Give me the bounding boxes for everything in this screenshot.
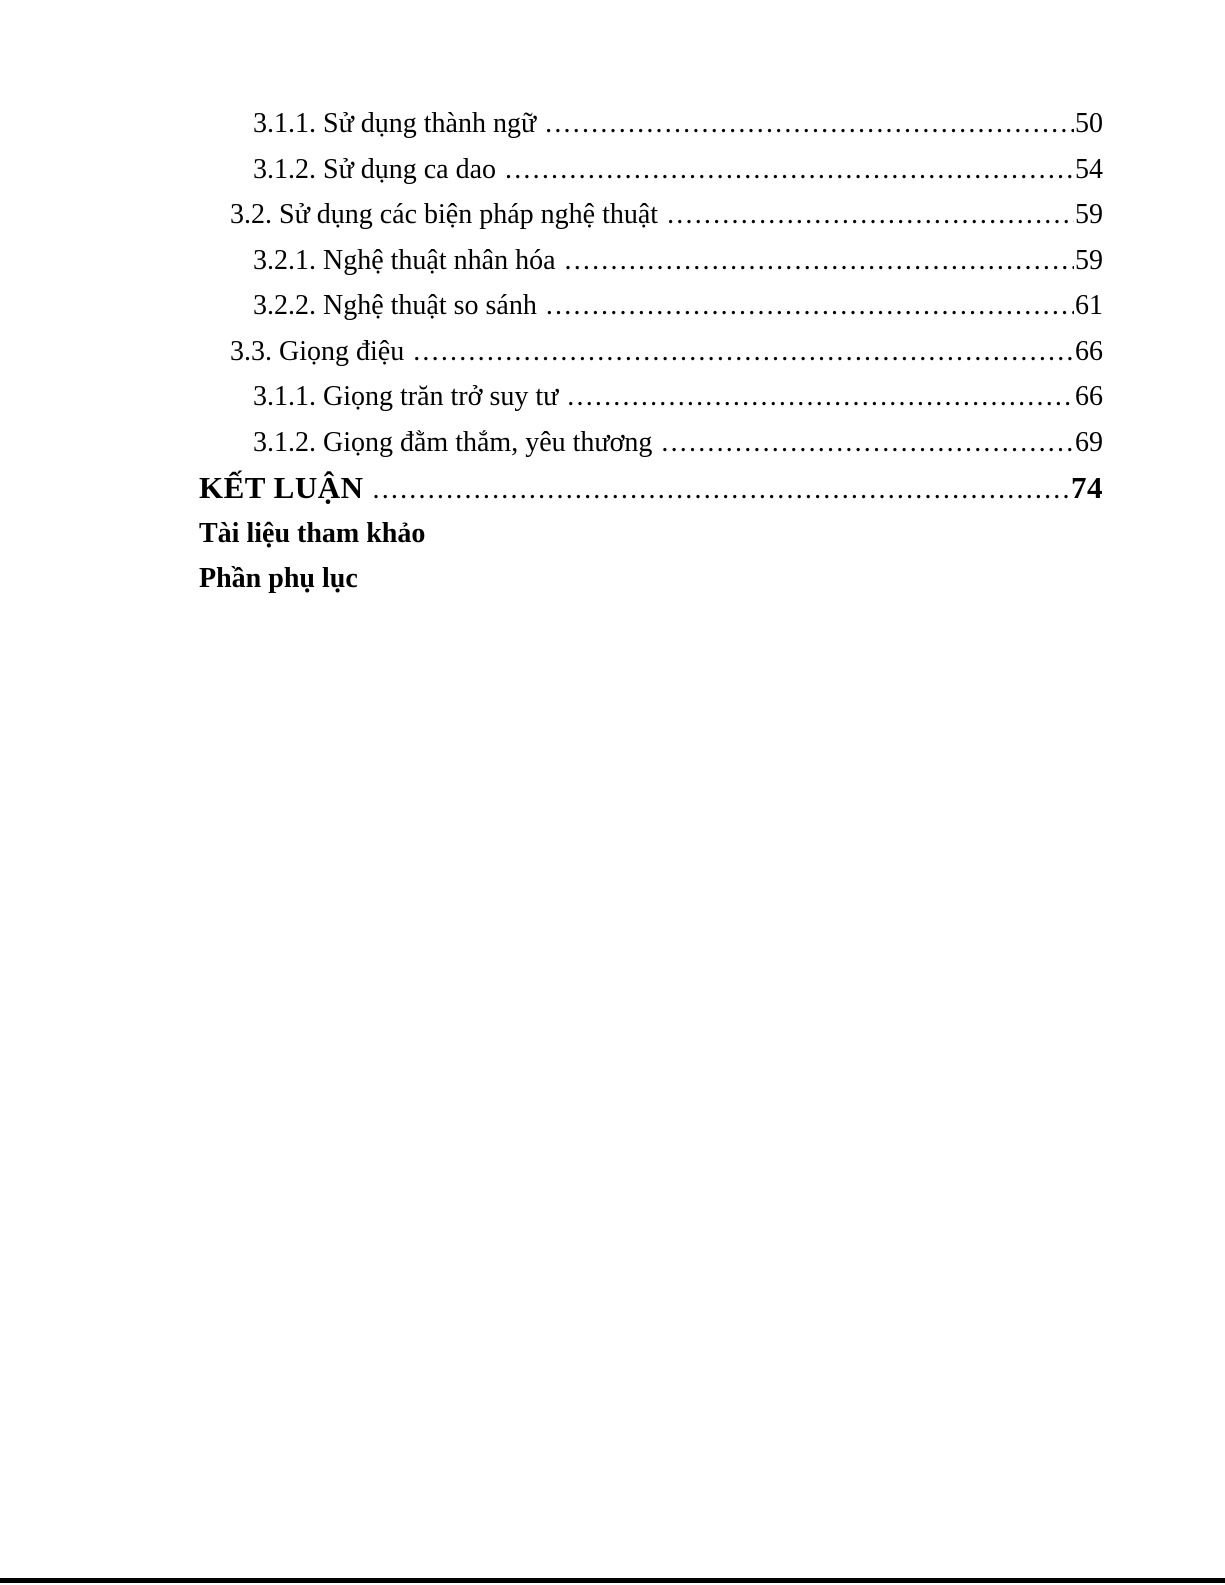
page-number: 50	[1075, 108, 1103, 139]
page-number: 61	[1075, 290, 1103, 321]
toc-entry	[199, 101, 1103, 147]
table-of-contents	[199, 101, 1103, 602]
dot-leader	[661, 420, 1074, 466]
page-number: 66	[1075, 335, 1103, 367]
page-number: 69	[1075, 426, 1103, 458]
dot-leader	[413, 329, 1074, 375]
dot-leader	[545, 101, 1074, 147]
toc-entry-label: 3.2. Sử dụng các biện pháp nghệ thuật	[230, 199, 659, 230]
toc-entry	[199, 374, 1103, 420]
dot-leader	[567, 374, 1074, 420]
toc-entry-label: 3.2.2. Nghệ thuật so sánh	[253, 290, 537, 321]
page-number: 74	[1071, 470, 1103, 505]
dot-leader	[505, 147, 1074, 193]
toc-entry	[199, 147, 1103, 193]
page-number: 59	[1075, 244, 1103, 276]
toc-entry-label: 3.3. Giọng điệu	[230, 335, 405, 367]
scan-artifact-bar	[0, 1578, 1225, 1583]
page-number: 66	[1075, 381, 1103, 412]
page-number: 59	[1075, 199, 1103, 230]
toc-entry	[199, 238, 1103, 284]
toc-entry-label: KẾT LUẬN	[199, 470, 364, 505]
toc-entry-conclusion	[199, 465, 1103, 511]
toc-entry	[199, 329, 1103, 375]
toc-entry-label: 3.2.1. Nghệ thuật nhân hóa	[253, 244, 556, 276]
page-number: 54	[1075, 153, 1103, 185]
toc-entry-appendix	[199, 556, 1103, 602]
toc-entry	[199, 420, 1103, 466]
toc-entry	[199, 192, 1103, 238]
dot-leader	[667, 192, 1074, 238]
toc-entry-label: 3.1.1. Giọng trăn trở suy tư	[253, 381, 559, 412]
toc-entry-label: Tài liệu tham khảo	[199, 517, 426, 549]
dot-leader	[546, 283, 1074, 329]
toc-entry-label: 3.1.1. Sử dụng thành ngữ	[253, 108, 537, 139]
toc-entry	[199, 283, 1103, 329]
toc-entry-references	[199, 511, 1103, 557]
dot-leader	[565, 238, 1075, 284]
dot-leader	[373, 467, 1071, 513]
toc-entry-label: Phần phụ lục	[199, 563, 358, 594]
toc-entry-label: 3.1.2. Sử dụng ca dao	[253, 153, 497, 185]
toc-entry-label: 3.1.2. Giọng đằm thắm, yêu thương	[253, 426, 653, 458]
